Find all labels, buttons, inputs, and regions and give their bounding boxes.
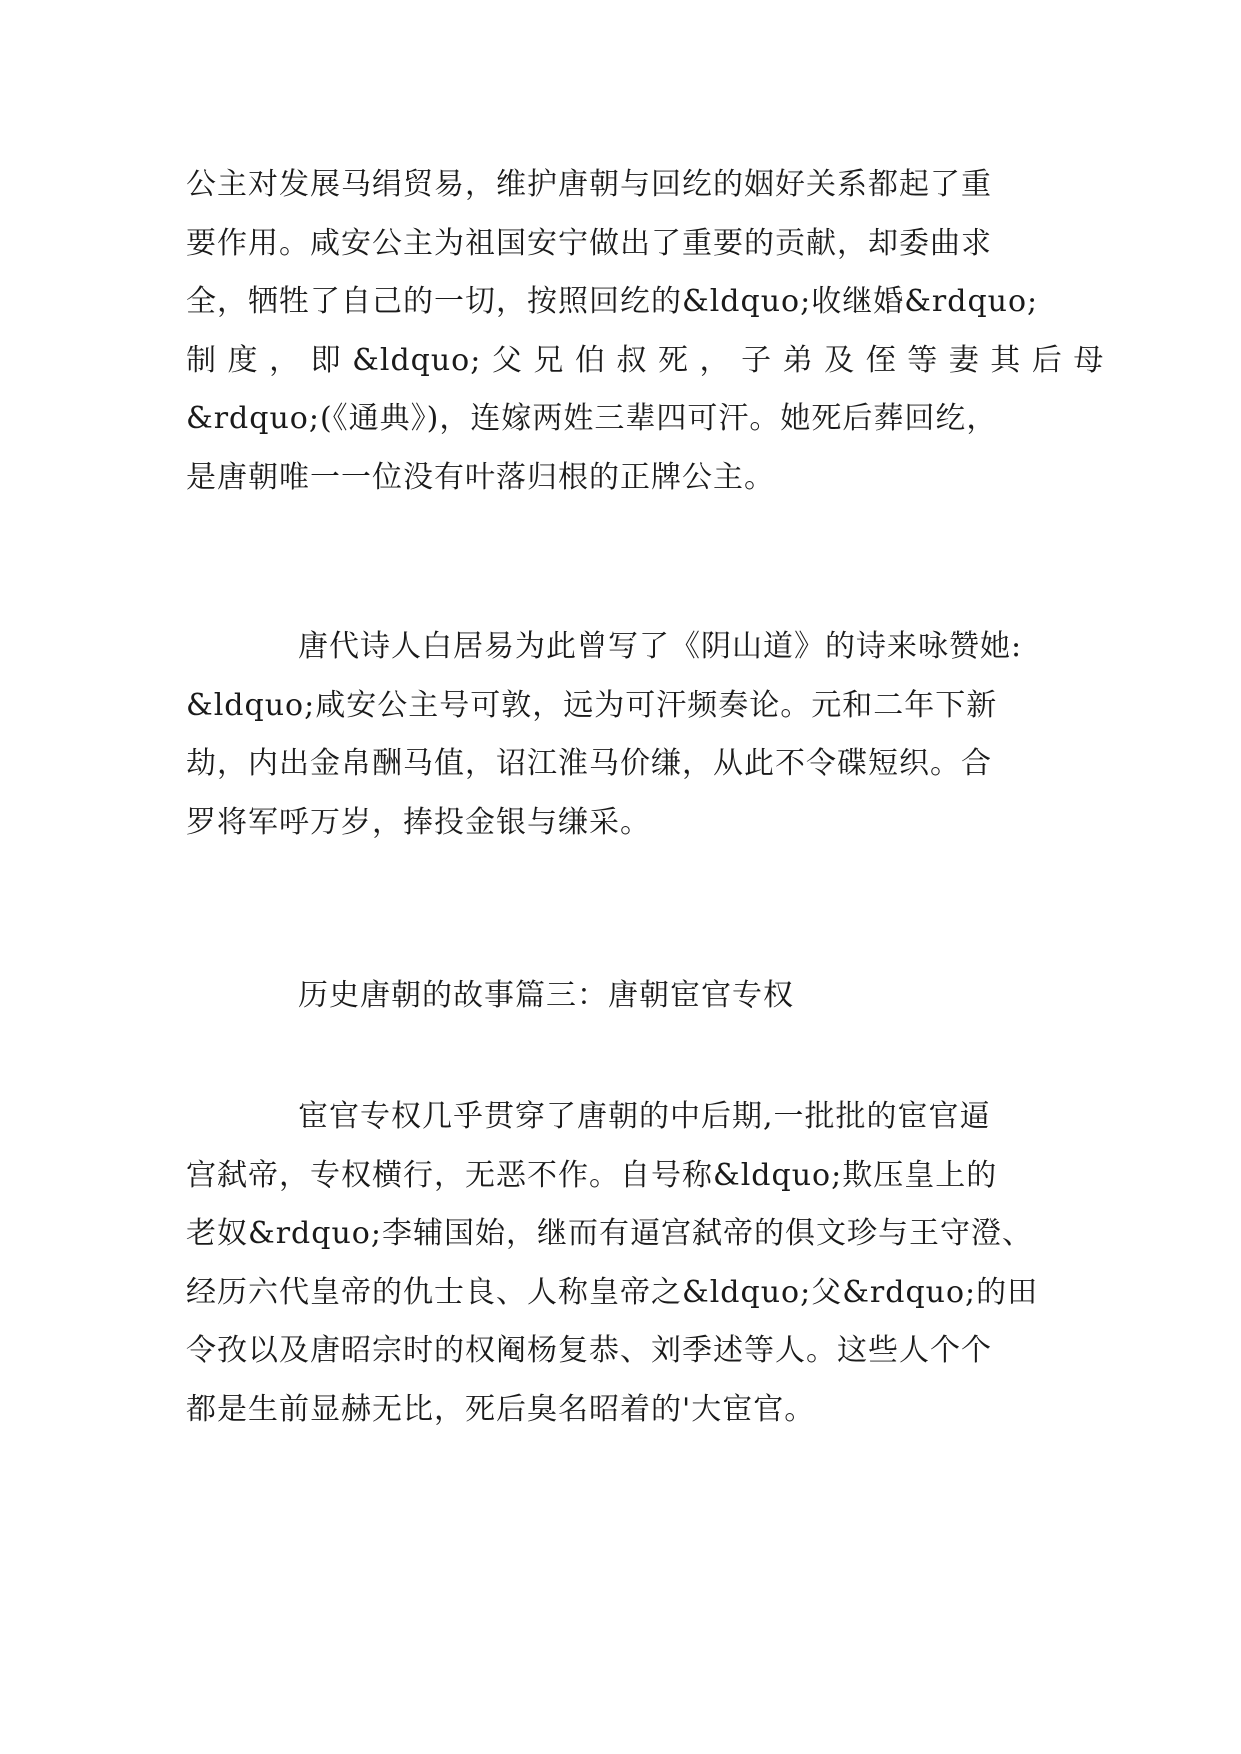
paragraph-bai-juyi-poem bbox=[186, 618, 1066, 852]
paragraph-eunuch-power bbox=[186, 1088, 1066, 1439]
text-line: 是唐朝唯一一位没有叶落归根的正牌公主。 bbox=[186, 459, 775, 495]
text-line: 要作用。咸安公主为祖国安宁做出了重要的贡献，却委曲求 bbox=[186, 225, 992, 261]
text-line: 经历六代皇帝的仇士良、人称皇帝之&ldquo;父&rdquo;的田 bbox=[186, 1274, 1039, 1310]
text-line: 劫，内出金帛酬马值，诏江淮马价缣，从此不令碟短织。合 bbox=[186, 746, 992, 781]
text-line: 老奴&rdquo;李辅国始，继而有逼宫弑帝的俱文珍与王守澄、 bbox=[186, 1216, 1033, 1251]
text-line: 令孜以及唐昭宗时的权阉杨复恭、刘季述等人。这些人个个 bbox=[186, 1333, 992, 1368]
text-line: &ldquo;咸安公主号可敦，远为可汗频奏论。元和二年下新 bbox=[186, 687, 998, 723]
text-line: 公主对发展马绢贸易，维护唐朝与回纥的姻好关系都起了重 bbox=[186, 167, 992, 202]
text-line: 宫弑帝，专权横行，无恶不作。自号称&ldquo;欺压皇上的 bbox=[186, 1157, 998, 1193]
paragraph-princess-xianan bbox=[186, 156, 1105, 507]
text-line: 罗将军呼万岁，捧投金银与缣采。 bbox=[186, 804, 651, 840]
text-line: 都是生前显赫无比，死后臭名昭着的'大宦官。 bbox=[186, 1391, 816, 1427]
text-line: 全，牺牲了自己的一切，按照回纥的&ldquo;收继婚&rdquo; bbox=[186, 284, 1039, 319]
text-line: &rdquo;(《通典》)，连嫁两姓三辈四可汗。她死后葬回纥， bbox=[186, 401, 998, 436]
text-line: 唐代诗人白居易为此曾写了《阴山道》的诗来咏赞她: bbox=[298, 629, 1023, 664]
text-line: 历史唐朝的故事篇三：唐朝宦官专权 bbox=[298, 978, 794, 1013]
text-line: 宦官专权几乎贯穿了唐朝的中后期,一批批的宦官逼 bbox=[298, 1099, 991, 1134]
text-line: 制 度 ， 即 &ldquo; 父 兄 伯 叔 死 ， 子 弟 及 侄 等 妻 其 后 母 bbox=[186, 342, 1105, 378]
section-heading bbox=[186, 967, 1066, 1026]
